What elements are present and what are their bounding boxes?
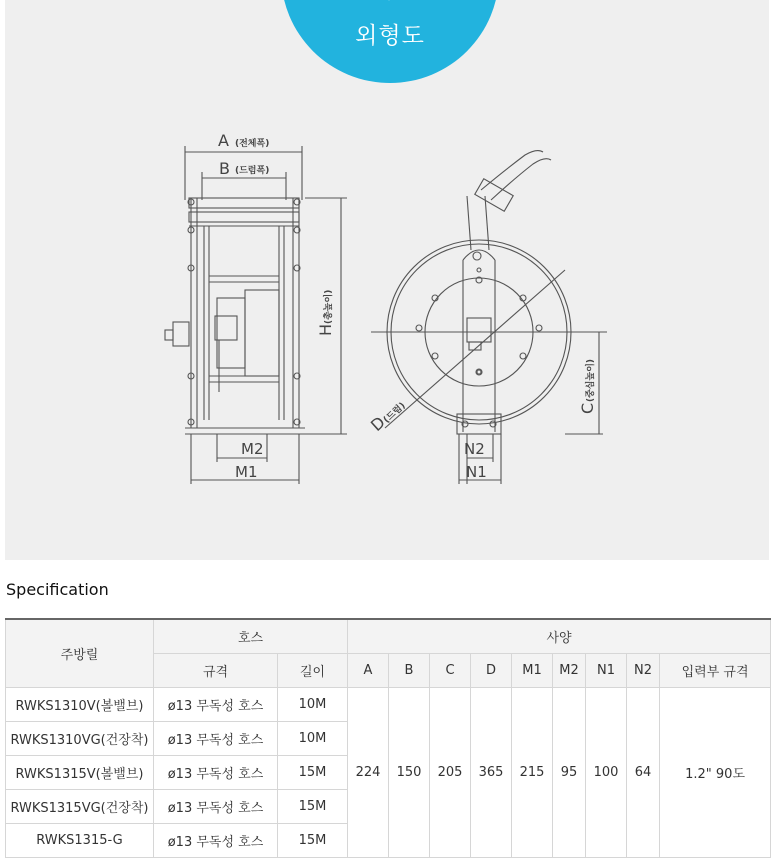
cell-length: 10M [278, 688, 348, 722]
cell-model: RWKS1310VG(건장착) [6, 722, 154, 756]
section-title: 외형도 [355, 23, 425, 49]
label-c-note: (중심높이) [586, 358, 596, 402]
header-model: 주방릴 [6, 619, 154, 688]
cell-size: ø13 무독성 호스 [154, 688, 278, 722]
cell-model: RWKS1315-G [6, 824, 154, 858]
cell-n2: 64 [627, 688, 660, 858]
header-m1: M1 [512, 654, 553, 688]
label-n1: N1 [466, 463, 487, 481]
header-inlet: 입력부 규격 [660, 654, 771, 688]
cell-size: ø13 무독성 호스 [154, 824, 278, 858]
label-n2: N2 [464, 440, 485, 458]
header-hose: 호스 [154, 619, 348, 654]
label-b: B [219, 159, 230, 178]
header-c: C [430, 654, 471, 688]
table-row [6, 688, 771, 722]
label-a-note: (전체폭) [235, 139, 270, 149]
header-n2: N2 [627, 654, 660, 688]
cell-a: 224 [348, 688, 389, 858]
header-spec-group: 사양 [348, 619, 771, 654]
header-size: 규격 [154, 654, 278, 688]
dimension-drawing-panel [5, 0, 769, 560]
cell-size: ø13 무독성 호스 [154, 790, 278, 824]
cell-inlet: 1.2" 90도 [660, 688, 771, 858]
header-n1: N1 [586, 654, 627, 688]
label-b-note: (드럼폭) [235, 166, 270, 176]
label-d: D [366, 412, 389, 435]
cell-length: 15M [278, 824, 348, 858]
header-d: D [471, 654, 512, 688]
cell-m1: 215 [512, 688, 553, 858]
header-a: A [348, 654, 389, 688]
label-m1: M1 [235, 463, 258, 481]
cell-d: 365 [471, 688, 512, 858]
header-b: B [389, 654, 430, 688]
cell-length: 15M [278, 790, 348, 824]
label-h-note: (총높이) [324, 289, 334, 324]
specification-table [5, 618, 771, 858]
label-d-note: (드럼) [381, 400, 408, 426]
cell-size: ø13 무독성 호스 [154, 756, 278, 790]
cell-length: 10M [278, 722, 348, 756]
specification-heading: Specification [6, 580, 109, 599]
cell-b: 150 [389, 688, 430, 858]
label-m2: M2 [241, 440, 264, 458]
cell-model: RWKS1315VG(건장착) [6, 790, 154, 824]
header-m2: M2 [553, 654, 586, 688]
label-c: C [578, 402, 597, 414]
cell-model: RWKS1310V(볼밸브) [6, 688, 154, 722]
cell-size: ø13 무독성 호스 [154, 722, 278, 756]
label-a: A [218, 131, 229, 150]
cell-m2: 95 [553, 688, 586, 858]
cell-model: RWKS1315V(볼밸브) [6, 756, 154, 790]
cell-c: 205 [430, 688, 471, 858]
header-length: 길이 [278, 654, 348, 688]
label-h: H [316, 323, 335, 336]
cell-n1: 100 [586, 688, 627, 858]
cell-length: 15M [278, 756, 348, 790]
technical-drawing [5, 0, 769, 560]
